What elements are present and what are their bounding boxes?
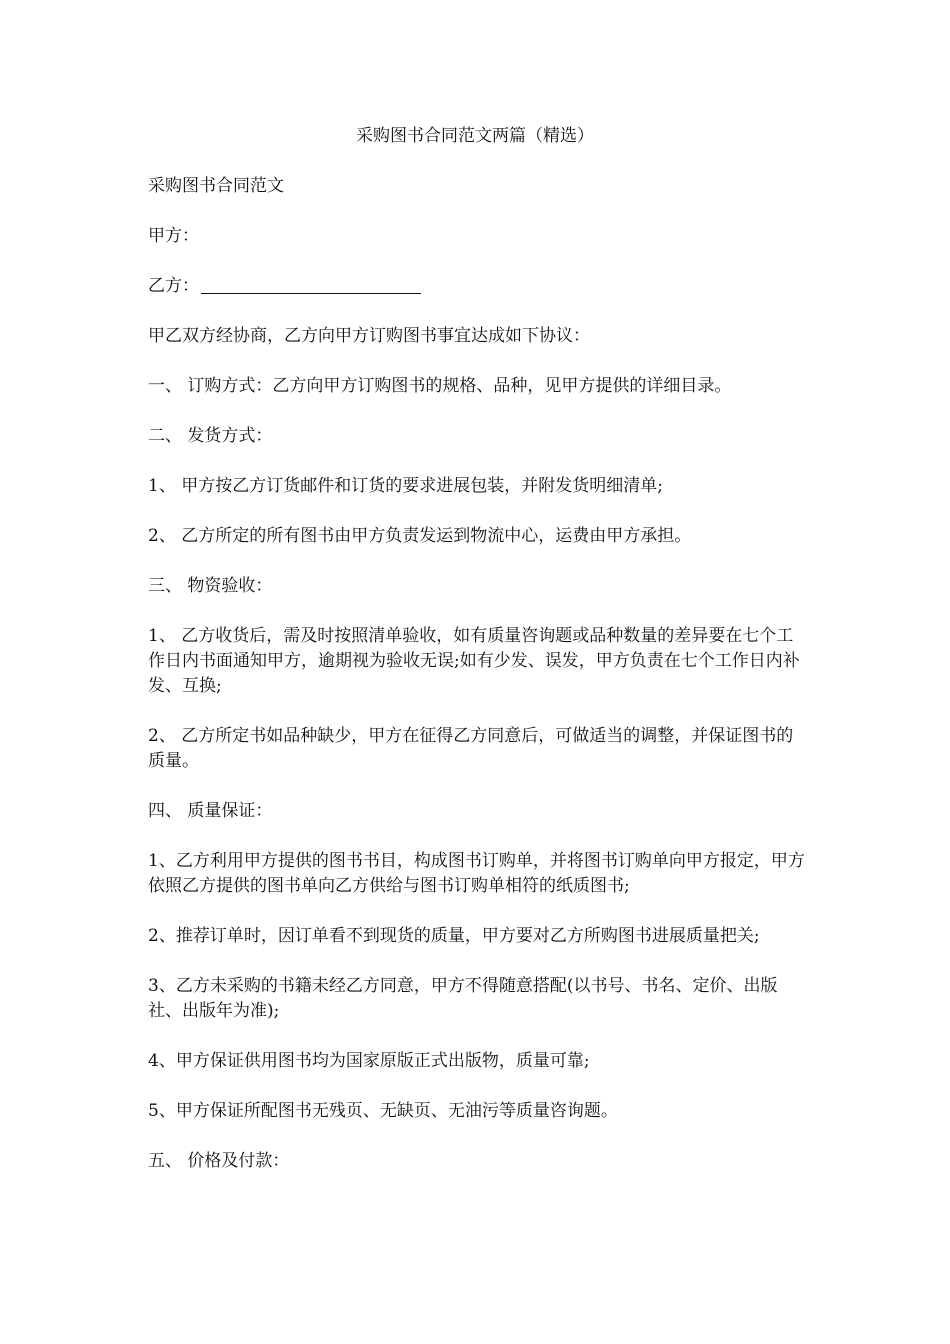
paragraph: 甲乙双方经协商，乙方向甲方订购图书事宜达成如下协议： <box>148 326 590 346</box>
document-subtitle: 采购图书合同范文 <box>148 176 284 196</box>
paragraph: 2、 乙方所定书如品种缺少，甲方在征得乙方同意后，可做适当的调整，并保证图书的质量。 <box>148 726 794 771</box>
paragraph: 三、 物资验收： <box>148 576 273 596</box>
paragraph: 3、乙方未采购的书籍未经乙方同意，甲方不得随意搭配(以书号、书名、定价、出版社、出版年为准); <box>148 976 778 1021</box>
document-title: 采购图书合同范文两篇（精选） <box>356 126 594 146</box>
paragraph: 1、 甲方按乙方订货邮件和订货的要求进展包装，并附发货明细清单; <box>148 476 663 496</box>
party-b-blank <box>201 275 421 294</box>
paragraph: 二、 发货方式： <box>148 426 273 446</box>
paragraph: 一、 订购方式：乙方向甲方订购图书的规格、品种，见甲方提供的详细目录。 <box>148 376 732 396</box>
paragraph: 2、推荐订单时，因订单看不到现货的质量，甲方要对乙方所购图书进展质量把关; <box>148 926 760 946</box>
paragraph: 1、乙方利用甲方提供的图书书目，构成图书订购单，并将图书订购单向甲方报定，甲方依照乙方提供的图书单向乙方供给与图书订购单相符的纸质图书; <box>148 851 805 896</box>
paragraph: 1、 乙方收货后，需及时按照清单验收，如有质量咨询题或品种数量的差异要在七个工作日内书面通知甲方，逾期视为验收无误;如有少发、误发，甲方负责在七个工作日内补发、互换; <box>148 626 800 696</box>
paragraph: 4、甲方保证供用图书均为国家原版正式出版物，质量可靠; <box>148 1051 590 1071</box>
party-a-label: 甲方： <box>148 226 199 246</box>
document-body <box>148 174 808 1199</box>
paragraph: 五、 价格及付款： <box>148 1151 290 1171</box>
party-b-line <box>148 274 808 299</box>
paragraph: 四、 质量保证： <box>148 801 273 821</box>
party-b-label: 乙方： <box>148 276 199 296</box>
paragraph: 5、甲方保证所配图书无残页、无缺页、无油污等质量咨询题。 <box>148 1101 618 1121</box>
paragraph: 2、 乙方所定的所有图书由甲方负责发运到物流中心，运费由甲方承担。 <box>148 526 692 546</box>
party-a-line <box>148 224 808 249</box>
